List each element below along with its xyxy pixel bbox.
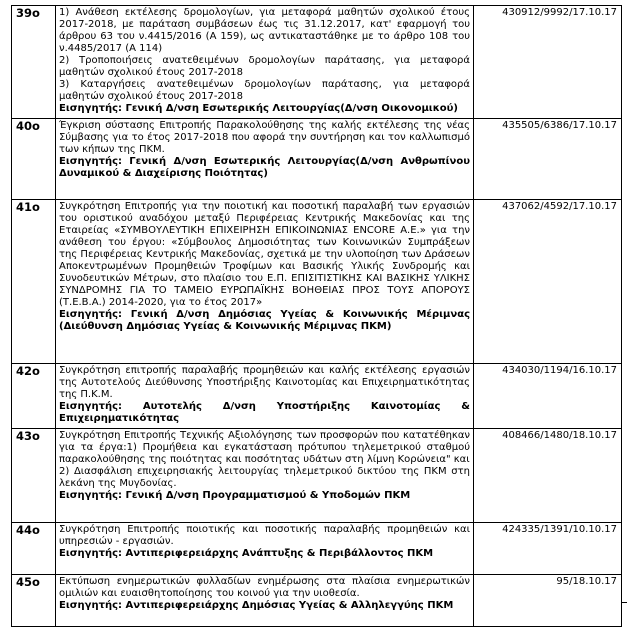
item-number: 39ο: [12, 6, 56, 119]
item-description: [56, 364, 474, 429]
protocol-reference: 408466/1480/18.10.17: [474, 429, 622, 523]
agenda-row: [12, 429, 622, 523]
item-paragraph: Έγκριση σύστασης Επιτροπής Παρακολούθησης της καλής εκτέλεσης της νέας Σύμβασης για το έτος 2017-2018 που αφορά την συντήρηση και τον καλλωπισμό των κήπων της ΠΚΜ.: [59, 120, 470, 155]
item-description: [56, 429, 474, 523]
item-description: [56, 119, 474, 200]
agenda-row: [12, 119, 622, 200]
protocol-reference: 424335/1391/10.10.17: [474, 523, 622, 575]
protocol-reference: 435505/6386/17.10.17: [474, 119, 622, 200]
item-description: [56, 6, 474, 119]
item-number: 41ο: [12, 200, 56, 364]
item-number: 43ο: [12, 429, 56, 523]
protocol-reference: 434030/1194/16.10.17: [474, 364, 622, 429]
item-rapporteur: Εισηγητής: Γενική Δ/νση Εσωτερικής Λειτουργίας(Δ/νση Ανθρωπίνου Δυναμικού & Διαχείρισης Ποιότητας): [59, 156, 470, 179]
item-description: [56, 523, 474, 575]
item-number: 44ο: [12, 523, 56, 575]
agenda-row: [12, 523, 622, 575]
item-paragraph: Συγκρότηση Επιτροπής Τεχνικής Αξιολόγησης των προσφορών που κατατέθηκαν για τα έργα:1) Προμήθεια και εγκατάσταση πρότυπου τηλεμετρικού σταθμού παρακολούθησης της ποιότητας και ποσότητας υδάτων στη λίμνη Κορώνεια" και: [59, 430, 470, 465]
agenda-row: [12, 200, 622, 364]
protocol-reference: 437062/4592/17.10.17: [474, 200, 622, 364]
protocol-reference: 430912/9992/17.10.17: [474, 6, 622, 119]
item-rapporteur: Εισηγητής: Αντιπεριφερειάρχης Ανάπτυξης & Περιβάλλοντος ΠΚΜ: [59, 548, 434, 559]
item-rapporteur: Εισηγητής: Γενική Δ/νση Εσωτερικής Λειτουργίας(Δ/νση Οικονομικού): [59, 103, 459, 114]
item-rapporteur: Εισηγητής: Αυτοτελής Δ/νση Υποστήριξης Καινοτομίας & Επιχειρηματικότητας: [59, 401, 470, 424]
item-paragraph: 2) Διασφάλιση επιχειρησιακής λειτουργίας τηλεμετρικού δικτύου της ΠΚΜ στη λεκάνη της Μυγδονίας.: [59, 466, 470, 489]
item-paragraph: 2) Τροποποιήσεις ανατεθειμένων δρομολογίων παράτασης, για μεταφορά μαθητών σχολικού έτους 2017-2018: [59, 55, 470, 78]
item-paragraph: Συγκρότηση επιτροπής παραλαβής προμηθειών και καλής εκτέλεσης εργασιών της Αυτοτελούς Διεύθυνσης Υποστήριξης Καινοτομίας και Επιχειρηματικότητας της Π.Κ.Μ.: [59, 365, 470, 400]
item-number: 42ο: [12, 364, 56, 429]
item-description: [56, 575, 474, 627]
item-number: 45ο: [12, 575, 56, 627]
item-paragraph: 3) Καταργήσεις ανατεθειμένων δρομολογίων παράτασης, για μεταφορά μαθητών σχολικού έτους 2017-2018: [59, 79, 470, 102]
item-rapporteur: Εισηγητής: Αντιπεριφερειάρχης Δημόσιας Υγείας & Αλληλεγγύης ΠΚΜ: [59, 600, 454, 611]
item-number: 40ο: [12, 119, 56, 200]
item-rapporteur: Εισηγητής: Γενική Δ/νση Δημόσιας Υγείας & Κοινωνικής Μέριμνας (Διεύθυνση Δημόσιας Υγείας & Κοινωνικής Μέριμνας ΠΚΜ): [59, 309, 470, 332]
agenda-row: [12, 575, 622, 627]
agenda-row: [12, 6, 622, 119]
page-edge-mark: [621, 602, 627, 603]
agenda-table: [11, 5, 622, 627]
item-rapporteur: Εισηγητής: Γενική Δ/νση Προγραμματισμού & Υποδομών ΠΚΜ: [59, 490, 411, 501]
item-paragraph: Συγκρότηση Επιτροπής ποιοτικής και ποσοτικής παραλαβής προμηθειών και υπηρεσιών - εργασιών.: [59, 524, 470, 547]
item-paragraph: 1) Ανάθεση εκτέλεσης δρομολογίων, για μεταφορά μαθητών σχολικού έτους 2017-2018, με παράταση συμβάσεων έως τις 31.12.2017, κατ' εφαρμογή του άρθρου 63 του ν.4415/2016 (Α 159), ως αντικαταστάθηκε με το άρθρο 108 του ν.4485/2017 (Α 114): [59, 7, 470, 54]
agenda-row: [12, 364, 622, 429]
item-paragraph: Εκτύπωση ενημερωτικών φυλλαδίων ενημέρωσης στα πλαίσια ενημερωτικών ομιλιών και ευαισθητοποίησης του κοινού για την υιοθεσία.: [59, 576, 470, 599]
item-description: [56, 200, 474, 364]
item-paragraph: Συγκρότηση Επιτροπής για την ποιοτική και ποσοτική παραλαβή των εργασιών του οριστικού αναδόχου μεταξύ Περιφέρειας Κεντρικής Μακεδονίας και της Εταιρείας «ΣΥΜΒΟΥΛΕΥΤΙΚΗ ΕΠΙΧΕΙΡΗΣΗ ΕΠΙΚΟΙΝΩΝΙΑΣ ENCORE Α.Ε.» για την ανάθεση του έργου: «Σύμβουλος Δημοσιότητας των Κοινωνικών Συμπράξεων της Περιφέρειας Κεντρικής Μακεδονίας, σχετικά με την υλοποίηση των Δράσεων Αποκεντρωμένων Προμηθειών Τροφίμων και Βασικής Υλικής Συνδρομής και Συνοδευτικών Μέτρων, στο πλαίσιο του Ε.Π. ΕΠΙΣΙΤΙΣΤΙΚΗΣ ΚΑΙ ΒΑΣΙΚΗΣ ΥΛΙΚΗΣ ΣΥΝΔΡΟΜΗΣ ΓΙΑ ΤΟ ΤΑΜΕΙΟ ΕΥΡΩΠΑΪΚΗΣ ΒΟΗΘΕΙΑΣ ΠΡΟΣ ΤΟΥΣ ΑΠΟΡΟΥΣ (Τ.Ε.Β.Α.) 2014-2020, για το έτος 2017»: [59, 201, 470, 308]
protocol-reference: 95/18.10.17: [474, 575, 622, 627]
